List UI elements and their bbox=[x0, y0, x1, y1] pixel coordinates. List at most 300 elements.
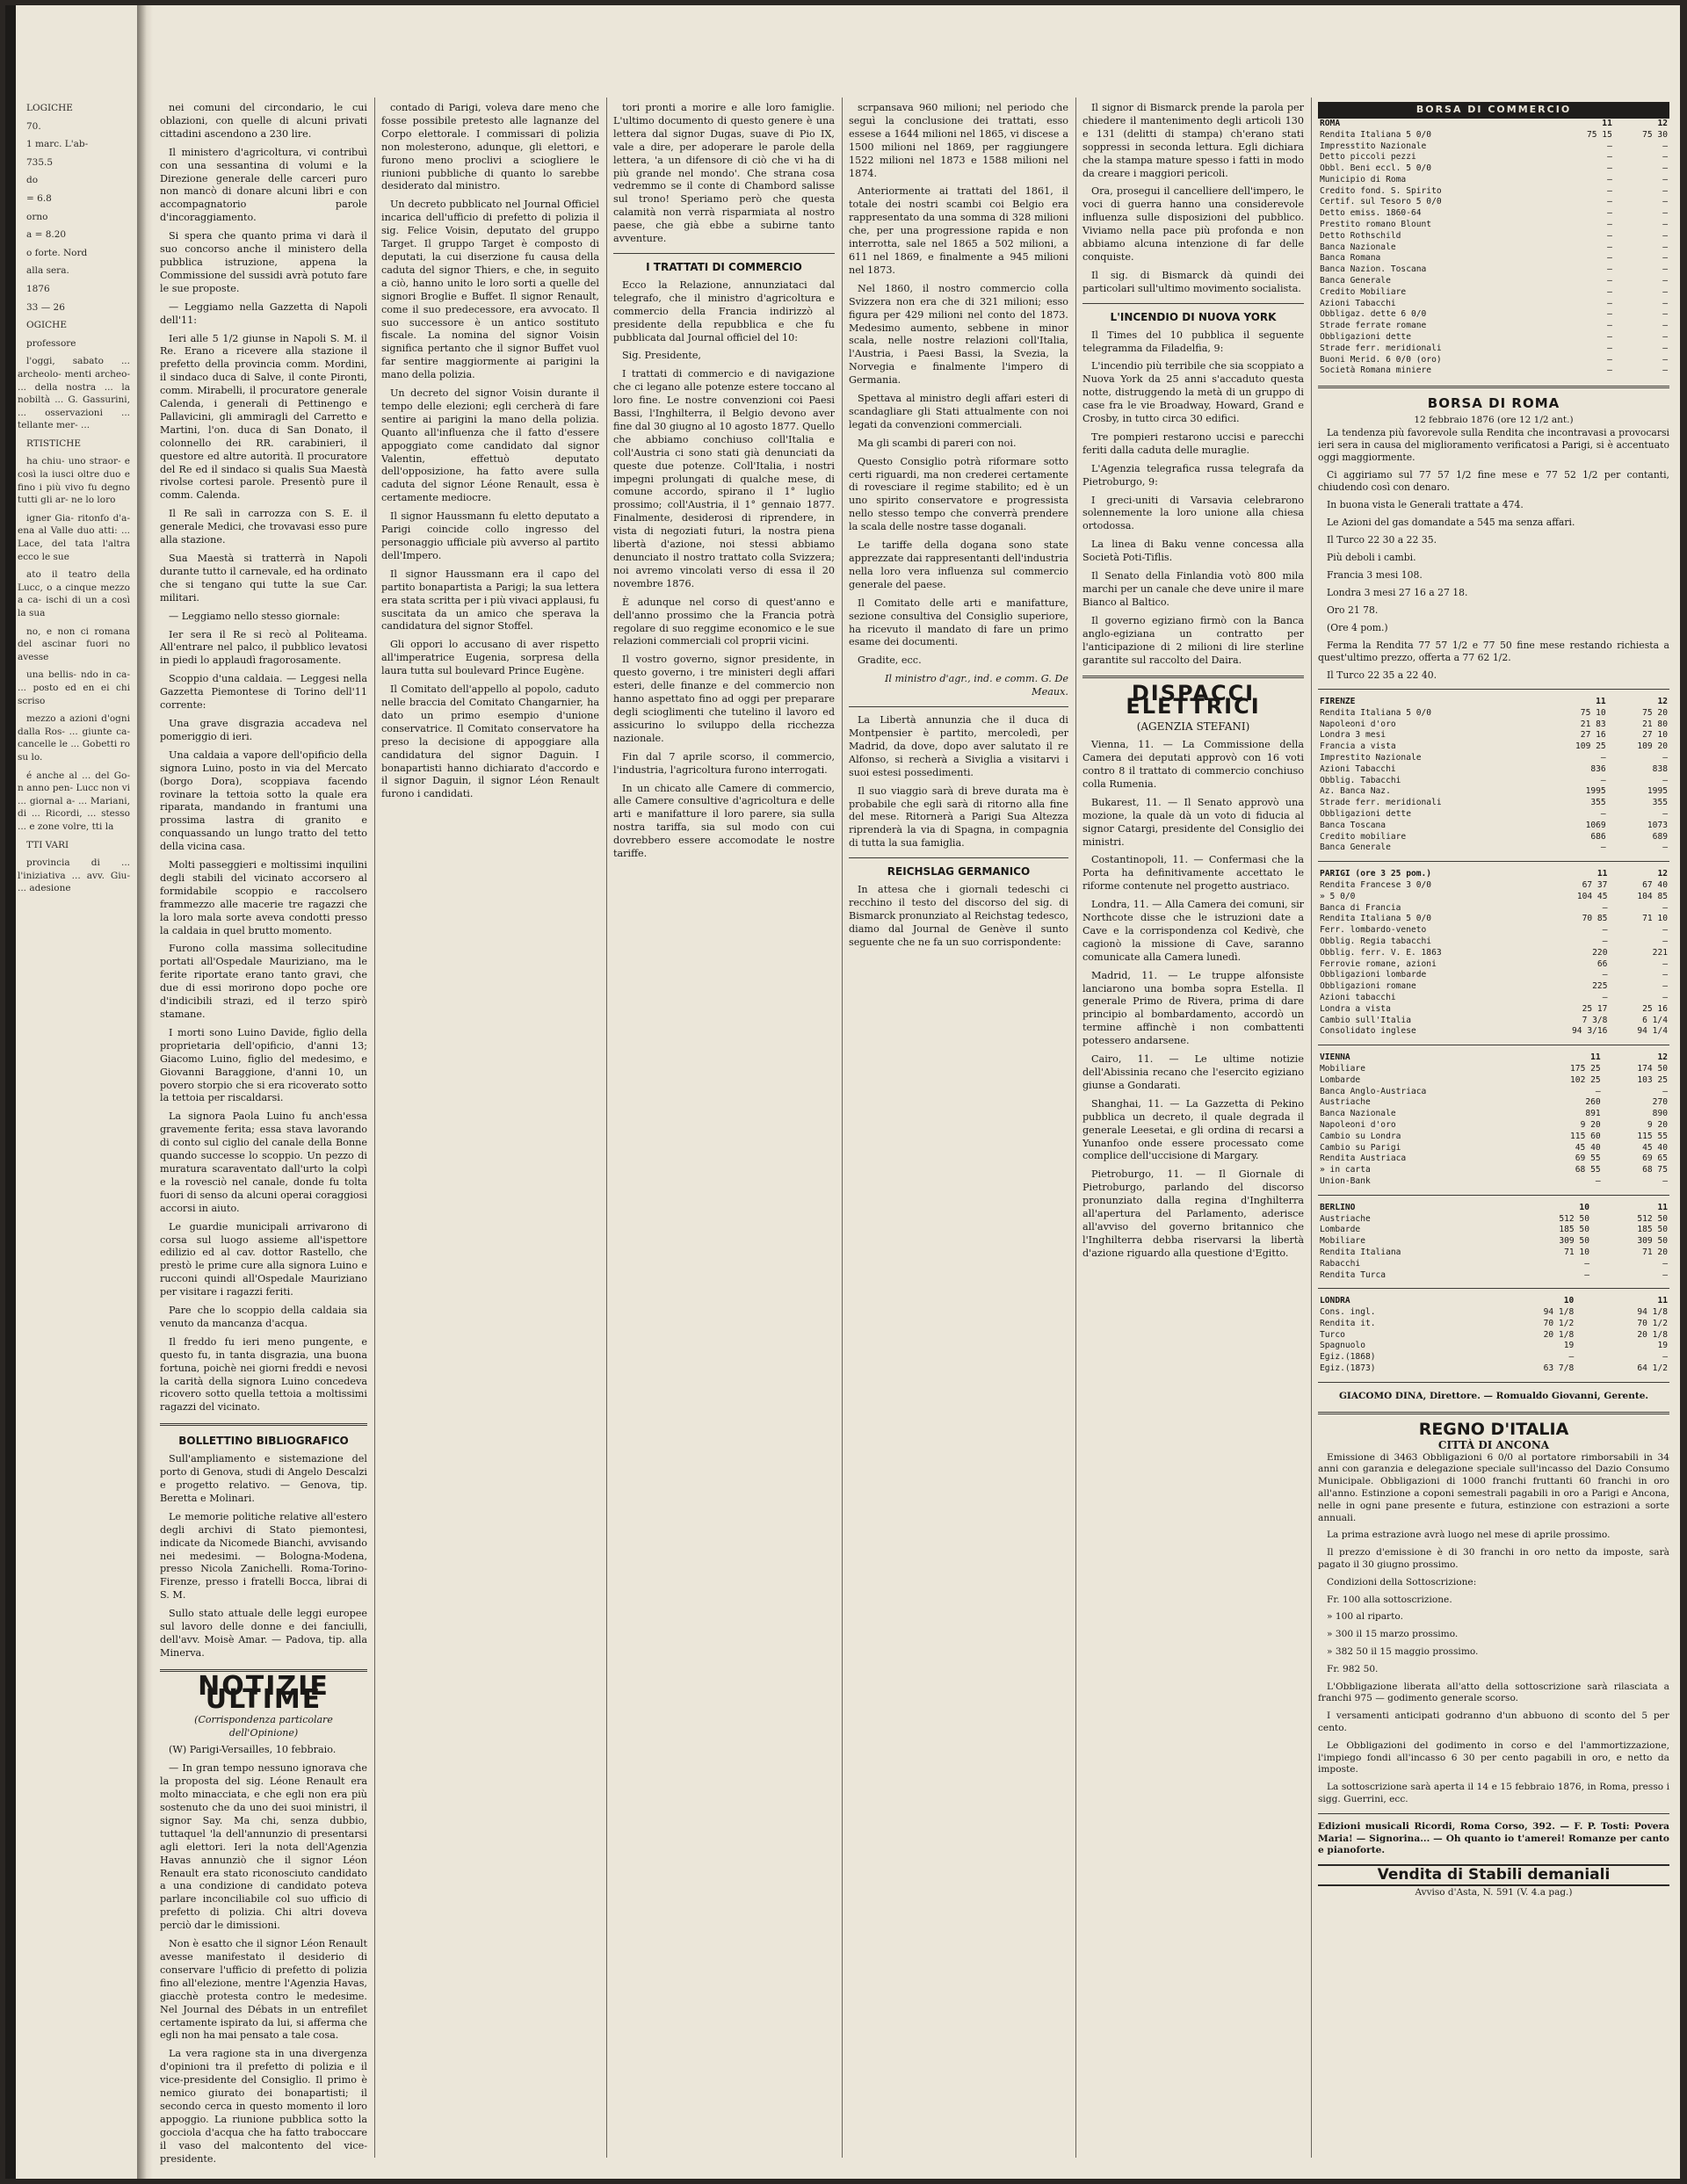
table-header-cell: PARIGI (ore 3 25 pom.) bbox=[1320, 869, 1432, 879]
paragraph: Gradite, ecc. bbox=[858, 654, 922, 667]
table-cell: 75 10 bbox=[1580, 707, 1606, 718]
table-cell: Egiz.(1868) bbox=[1320, 1352, 1376, 1363]
borsa-roma-date: 12 febbraio 1876 (ore 12 1/2 ant.) bbox=[1414, 415, 1574, 426]
paragraph: Gli oppori lo accusano di aver rispetto all'imperatrice Eugenia, sorpresa della laura tutta sul boulevard Prince Eugène. bbox=[381, 639, 599, 677]
berlino-quotes-table bbox=[1318, 1203, 1669, 1282]
paragraph: » 300 il 15 marzo prossimo. bbox=[1327, 1629, 1459, 1640]
paragraph: a = 8.20 bbox=[26, 229, 67, 241]
table-row bbox=[1318, 809, 1669, 821]
table-cell: — bbox=[1662, 809, 1668, 820]
dispacci-heading: DISPACCI ELETTRICI bbox=[1126, 681, 1261, 720]
table-cell: 25 17 bbox=[1582, 1003, 1608, 1014]
table-cell: 75 15 bbox=[1586, 129, 1612, 140]
table-cell: Certif. sul Tesoro 5 0/0 bbox=[1320, 197, 1442, 207]
column-rule bbox=[606, 98, 607, 2158]
notizie-paragraphs bbox=[160, 1744, 367, 2166]
regno-paragraphs bbox=[1318, 1452, 1669, 1806]
table-row bbox=[1318, 776, 1669, 787]
table-row bbox=[1318, 1016, 1669, 1027]
paragraph: professore bbox=[26, 337, 76, 349]
table-cell: — bbox=[1662, 365, 1668, 376]
table-row bbox=[1318, 753, 1669, 764]
paragraph: Le tariffe della dogana sono state apprezzate dai rappresentanti dell'industria nella loro vera influenza sul commercio generale del paese. bbox=[849, 539, 1068, 590]
paragraph: TTI VARI bbox=[26, 839, 69, 850]
table-row bbox=[1318, 1270, 1669, 1282]
table-cell: — bbox=[1584, 1258, 1589, 1269]
table-cell: — bbox=[1600, 775, 1606, 785]
trattati-heading: I TRATTATI DI COMMERCIO bbox=[646, 260, 802, 273]
table-cell: Detto Rothschild bbox=[1320, 230, 1401, 241]
table-cell: 6 1/4 bbox=[1642, 1015, 1668, 1025]
table-cell: 94 3/16 bbox=[1572, 1026, 1608, 1037]
dispacci-subheading: (AGENZIA STEFANI) bbox=[1136, 720, 1250, 734]
table-row bbox=[1318, 843, 1669, 854]
paragraph: Ora, prosegui il cancelliere dell'impero, le voci di guerra hanno una considerevole influenza sulle disposizioni del pubblico. Viviamo nella pace più profonda e non abbiamo alcuna intenzione di far delle conquiste. bbox=[1082, 185, 1304, 263]
table-cell: Buoni Merid. 6 0/0 (oro) bbox=[1320, 354, 1442, 365]
table-row bbox=[1318, 741, 1669, 753]
table-cell: Strade ferr. meridionali bbox=[1320, 798, 1442, 808]
table-cell: Ferrovie romane, azioni bbox=[1320, 958, 1437, 969]
table-cell: 75 20 bbox=[1642, 707, 1668, 718]
table-row bbox=[1318, 1176, 1669, 1188]
paragraph: Il Senato della Finlandia votò 800 mila marchi per un canale che deve unire il mare Bianco al Baltico. bbox=[1082, 570, 1304, 608]
table-cell: 1069 bbox=[1585, 820, 1606, 830]
gerente-line: GIACOMO DINA, Direttore. — Romualdo Giovanni, Gerente. bbox=[1338, 1390, 1649, 1401]
table-cell: Egiz.(1873) bbox=[1320, 1363, 1376, 1374]
table-cell: — bbox=[1662, 1086, 1668, 1096]
table-cell: Napoleoni d'oro bbox=[1320, 719, 1396, 729]
table-cell: 21 83 bbox=[1580, 719, 1606, 729]
column-rule bbox=[842, 98, 843, 2158]
table-cell: Austriache bbox=[1320, 1097, 1371, 1108]
table-row bbox=[1318, 197, 1669, 208]
table-cell: — bbox=[1607, 332, 1612, 343]
table-header-cell: FIRENZE bbox=[1320, 697, 1356, 707]
table-cell: 104 85 bbox=[1637, 891, 1668, 901]
table-cell: — bbox=[1662, 843, 1668, 853]
table-cell: 9 20 bbox=[1647, 1119, 1668, 1130]
table-row bbox=[1318, 1109, 1669, 1120]
table-row bbox=[1318, 130, 1669, 141]
paragraph: tori pronti a morire e alle loro famiglie. L'ultimo documento di questo genere è una lettera dal signor Dugas, suave di Pio IX, vale a dire, per adoperare le parole della lettera, 'a un difensore di ciò che vi ha di più grande nel mondo'. Che strana cosa vedremmo se il conte di Chambord salisse sul trono! Speriamo però che questa calamità non verrà risparmiata al nostro paese, che già ebbe a subirne tanto avventure. bbox=[613, 102, 835, 245]
table-row bbox=[1318, 821, 1669, 832]
table-cell: Banca Generale bbox=[1320, 843, 1391, 853]
table-cell: 175 25 bbox=[1570, 1063, 1601, 1074]
table-row bbox=[1318, 163, 1669, 175]
table-cell: 1073 bbox=[1647, 820, 1668, 830]
firenze-quotes-table bbox=[1318, 697, 1669, 854]
table-cell: Strade ferr. meridionali bbox=[1320, 343, 1442, 353]
table-cell: — bbox=[1662, 958, 1668, 969]
paragraph: La prima estrazione avrà luogo nel mese di aprile prossimo. bbox=[1327, 1530, 1611, 1541]
paragraph: Ecco la Relazione, annunziataci dal telegrafo, che il ministro d'agricoltura e commercio della Francia indirizzò al presidente della repubblica e che fu pubblicata dal Journal officiel del 10: bbox=[613, 278, 835, 344]
table-cell: Rendita Turca bbox=[1320, 1269, 1387, 1280]
paragraph: Fr. 982 50. bbox=[1327, 1663, 1379, 1674]
table-cell: Banca Anglo-Austriaca bbox=[1320, 1086, 1427, 1096]
table-cell: Mobiliare bbox=[1320, 1063, 1365, 1074]
table-cell: — bbox=[1662, 276, 1668, 286]
table-cell: — bbox=[1662, 163, 1668, 174]
table-cell: — bbox=[1607, 298, 1612, 308]
table-cell: Ferr. lombardo-veneto bbox=[1320, 925, 1427, 936]
column-rule bbox=[374, 98, 375, 2158]
table-cell: 890 bbox=[1652, 1109, 1668, 1119]
table-cell: — bbox=[1602, 992, 1608, 1002]
table-row bbox=[1318, 1225, 1669, 1236]
paragraph: La tendenza più favorevole sulla Rendita che incontravasi a provocarsi ieri sera in causa del miglioramento verificatosi a Parigi, si è accentuato oggi maggiormente. bbox=[1318, 427, 1669, 464]
column-6-paragraphs bbox=[1082, 102, 1304, 296]
table-cell: 102 25 bbox=[1570, 1074, 1601, 1085]
paragraph: Il ministero d'agricoltura, vi contribuì con una sessantina di volumi e la Direzione generale delle carceri puro non mancò di donare alcuni libri e con accompagnatorio parole d'incoraggiamento. bbox=[160, 146, 367, 224]
table-cell: — bbox=[1662, 753, 1668, 763]
table-cell: — bbox=[1607, 185, 1612, 196]
table-cell: Obbligazioni dette bbox=[1320, 332, 1411, 343]
table-cell: 270 bbox=[1652, 1097, 1668, 1108]
paragraph: Una grave disgrazia accadeva nel pomeriggio di ieri. bbox=[160, 717, 367, 742]
bollettino-entries bbox=[160, 1453, 367, 1660]
roma-quotes-table bbox=[1318, 119, 1669, 377]
table-cell: Spagnuolo bbox=[1320, 1341, 1365, 1351]
table-cell: 838 bbox=[1652, 763, 1668, 774]
paragraph: OGICHE bbox=[26, 320, 67, 331]
table-cell: — bbox=[1607, 141, 1612, 151]
table-cell: Credito Mobiliare bbox=[1320, 286, 1407, 297]
paragraph: Madrid, 11. — Le truppe alfonsiste lanciarono una bomba sopra Estella. Il generale Primo de Rivera, prima di dare principio al bombardamento, accordò un termine affinchè i non combattenti potessero andarsene. bbox=[1082, 969, 1304, 1047]
table-cell: Londra a vista bbox=[1320, 1003, 1391, 1014]
table-cell: 355 bbox=[1590, 798, 1606, 808]
paragraph: Non è esatto che il signor Léon Renault avesse manifestato il desiderio di conservare l'ufficio di prefetto di polizia fino all'elezione, mentre l'Agenzia Havas, giacchè protesta contro le medesime. Nel Journal des Débats in un entrefilet certamente ispirato da lui, si afferma che egli non ha mai pensato a tale cosa. bbox=[160, 1938, 367, 2042]
table-row bbox=[1318, 708, 1669, 720]
table-cell: 260 bbox=[1585, 1097, 1601, 1108]
table-cell: 21 80 bbox=[1642, 719, 1668, 729]
table-row bbox=[1318, 1214, 1669, 1226]
table-cell: Prestito romano Blount bbox=[1320, 220, 1432, 230]
binding-edge bbox=[5, 5, 16, 2179]
table-cell: Cons. ingl. bbox=[1320, 1307, 1376, 1318]
table-cell: — bbox=[1568, 1352, 1575, 1363]
column-7-finance bbox=[1318, 102, 1669, 2158]
paragraph: » 100 al riparto. bbox=[1327, 1611, 1403, 1623]
table-row bbox=[1318, 1026, 1669, 1038]
paragraph: Nel 1860, il nostro commercio colla Svizzera non era che di 321 milioni; esso figura per 429 milioni nel conto del 1873. Medesimo aumento, sebbene in minor scala, nelle nostre relazioni coll'Italia, l'Austria, i Paesi Bassi, la Svezia, la Norvegia e finalmente l'impero di Germania. bbox=[849, 282, 1068, 387]
paragraph: Fr. 100 alla sottoscrizione. bbox=[1327, 1594, 1452, 1605]
table-cell: — bbox=[1662, 185, 1668, 196]
table-row bbox=[1318, 1097, 1669, 1109]
column-4-top bbox=[613, 102, 835, 246]
table-cell: 185 50 bbox=[1559, 1225, 1589, 1235]
table-header-cell: ROMA bbox=[1320, 118, 1341, 128]
paragraph: Il vostro governo, signor presidente, in questo governo, i tre ministeri degli affari esteri, delle finanze e del commercio non hanno aspettato fino ad oggi per preparare degli scioglimenti che tutelino il lavoro ed assicurino lo sviluppo della ricchezza nazionale. bbox=[613, 654, 835, 744]
table-cell: — bbox=[1600, 753, 1606, 763]
table-cell: 69 55 bbox=[1575, 1153, 1601, 1164]
table-row bbox=[1318, 355, 1669, 366]
table-row bbox=[1318, 925, 1669, 937]
paragraph: Condizioni della Sottoscrizione: bbox=[1327, 1576, 1477, 1587]
vendita-stabili-heading: Vendita di Stabili demaniali bbox=[1318, 1864, 1669, 1886]
table-cell: 69 65 bbox=[1642, 1153, 1668, 1164]
paragraph: Il signor di Bismarck prende la parola per chiedere il mantenimento degli articoli 130 e 131 (delitti di stampa) ch'erano stati soppressi in seconda lettura. Egli dichiara che la stampa mature spesso i fatti in modo da creare i maggiori pericoli. bbox=[1082, 102, 1304, 179]
paragraph: Molti passeggieri e moltissimi inquilini degli stabili del vicinato accorsero al formidabile scoppio e raccolsero frammezzo alle macerie tre ragazzi che la loro mala sorte aveva condotti presso la caldaia in quel brutto momento. bbox=[160, 859, 367, 937]
table-cell: Strade ferrate romane bbox=[1320, 321, 1427, 331]
table-cell: — bbox=[1607, 354, 1612, 365]
paragraph: La Libertà annunzia che il duca di Montpensier è partito, mercoledì, per Madrid, da dove, dopo aver salutato il re Alfonso, si recherà a Siviglia a visitarvi i suoi estesi possedimenti. bbox=[849, 714, 1068, 778]
column-5 bbox=[849, 102, 1068, 2158]
table-cell: 309 50 bbox=[1637, 1236, 1668, 1247]
table-header-cell: 11 bbox=[1590, 1052, 1601, 1063]
table-cell: — bbox=[1607, 309, 1612, 320]
paragraph: Oro 21 78. bbox=[1327, 604, 1379, 617]
table-header-cell: 10 bbox=[1579, 1202, 1589, 1212]
table-row bbox=[1318, 1143, 1669, 1154]
table-row bbox=[1318, 175, 1669, 186]
table-cell: — bbox=[1662, 220, 1668, 230]
table-cell: 174 50 bbox=[1637, 1063, 1668, 1074]
paragraph: Un decreto pubblicato nel Journal Officiel incarica dell'ufficio di prefetto di polizia il sig. Felice Voisin, deputato del gruppo Target. Il gruppo Target è composto di deputati, la cui diserzione fu causa della caduta del signor Thiers, e che, in seguito a ciò, hanno unito le loro sorti a quelle del signori Broglie e Buffet. Il signor Renault, come il suo predecessore, era avvocato. Il suo successore è un antico sostituto fiscale. La nomina del signor Voisin significa pertanto che il signor Buffet vuol far sentire maggiormente ai parigini la mano della polizia. bbox=[381, 199, 599, 381]
paragraph: Londra 3 mesi 27 16 a 27 18. bbox=[1327, 587, 1468, 599]
table-cell: Rendita it. bbox=[1320, 1318, 1376, 1328]
paragraph: Il Turco 22 30 a 22 35. bbox=[1327, 534, 1437, 546]
paragraph: Le Azioni del gas domandate a 545 ma senza affari. bbox=[1327, 517, 1575, 529]
table-cell: — bbox=[1662, 309, 1668, 320]
table-cell: Obblig. Tabacchi bbox=[1320, 775, 1401, 785]
table-cell: Rendita Italiana bbox=[1320, 1247, 1401, 1257]
table-row bbox=[1318, 152, 1669, 163]
paragraph: Anteriormente ai trattati del 1861, il totale dei nostri scambi coi Belgio era rappresentato da una somma di 328 milioni che, per una progressione rapida e non interrotta, sale nel 1865 a 502 milioni, a 611 nel 1869, e finalmente a 945 milioni nel 1873. bbox=[849, 185, 1068, 276]
paragraph: Vienna, 11. — La Commissione della Camera dei deputati approvò con 16 voti contro 8 il trattato di commercio conchiuso colla Rumenia. bbox=[1082, 739, 1304, 790]
table-cell: Turco bbox=[1320, 1329, 1345, 1340]
table-cell: Banca Nazion. Toscana bbox=[1320, 264, 1427, 275]
table-cell: — bbox=[1662, 152, 1668, 163]
paragraph: Emissione di 3463 Obbligazioni 6 0/0 al portatore rimborsabili in 34 anni con garanzia e delegazione speciale sull'incasso del Dazio Consumo Municipale. Obbligazioni di 1000 franchi fruttanti 60 franchi in oro all'anno. Estinzione a coponi semestrali pagabili in oro a Parigi e Ancona, nelle in ogni pane presente e futura, estinzione con estrazioni a sorte annuali. bbox=[1318, 1451, 1669, 1523]
table-cell: Cambio su Parigi bbox=[1320, 1142, 1401, 1153]
table-cell: — bbox=[1662, 992, 1668, 1002]
table-cell: » 5 0/0 bbox=[1320, 891, 1356, 901]
table-cell: — bbox=[1662, 264, 1668, 275]
table-row bbox=[1318, 1352, 1669, 1363]
table-cell: Banca Romana bbox=[1320, 253, 1381, 264]
paragraph: Cairo, 11. — Le ultime notizie dell'Abissinia recano che l'esercito egiziano giunse a Gondarati. bbox=[1082, 1053, 1304, 1091]
paragraph: Sua Maestà si tratterrà in Napoli durante tutto il carnevale, ed ha ordinato che si tengano qui tutte la sue Car. militari. bbox=[160, 553, 367, 604]
paragraph: o forte. Nord bbox=[26, 247, 88, 258]
table-cell: Consolidato inglese bbox=[1320, 1026, 1416, 1037]
table-cell: Credito mobiliare bbox=[1320, 831, 1407, 842]
paragraph: Le guardie municipali arrivarono di corsa sul luogo assieme all'ispettore edilizio ed al cav. dottor Rastello, che prestò le prime cure alla signora Luino e rucconi quindi all'Ospedale Mauriziano per visitare i ragazzi feriti. bbox=[160, 1220, 367, 1298]
paragraph: I trattati di commercio e di navigazione che ci legano alle potenze estere toccano al loro fine. Le nostre convenzioni coi Paesi Bassi, l'Inghilterra, il Belgio devono aver fine dal 30 giugno al 10 agosto 1877. Quello che abbiamo conchiuso coll'Italia e coll'Austria ci sono stati già denunciati da queste due potenze. Coll'Italia, i nostri impegni prolungati di qualche mese, di comune accordo, spirano il 1° luglio prossimo; coll'Austria, il 1° gennaio 1877. Finalmente, desiderosi di riprendere, in vista di negoziati futuri, la nostra piena libertà d'azione, noi stessi abbiamo denunciato il nostro trattato colla Svizzera; noi avremo vincolati verso di essa il 20 novembre 1876. bbox=[613, 368, 835, 589]
paragraph: Il freddo fu ieri meno pungente, e questo fu, in tanta disgrazia, una buona fortuna, poichè nei giorni freddi e nevosi la carità della signora Luino concedeva ricovero sotto quella tettoia a moltissimi ragazzi del vicinato. bbox=[160, 1335, 367, 1414]
table-row bbox=[1318, 242, 1669, 254]
column-rule bbox=[1075, 98, 1076, 2158]
table-cell: Obbl. Beni eccl. 5 0/0 bbox=[1320, 163, 1432, 174]
paragraph: — Leggiamo nella Gazzetta di Napoli dell'11: bbox=[160, 300, 367, 326]
paragraph: orno bbox=[26, 211, 48, 222]
paragraph: » 382 50 il 15 maggio prossimo. bbox=[1327, 1645, 1479, 1657]
reichstag-paragraphs bbox=[849, 884, 1068, 950]
paragraph: I morti sono Luino Davide, figlio della proprietaria dell'opificio, d'anni 13; Giacomo Luino, figlio del medesimo, e Giovanni Baraggione, d'anni 10, un povero storpio che si era ricoverato sotto la tettoia per riscaldarsi. bbox=[160, 1026, 367, 1104]
table-row bbox=[1318, 959, 1669, 971]
table-cell: Obblig. Regia tabacchi bbox=[1320, 936, 1432, 946]
table-cell: Azioni tabacchi bbox=[1320, 992, 1396, 1002]
table-cell: Obblig. ferr. V. E. 1863 bbox=[1320, 947, 1442, 958]
table-row bbox=[1318, 231, 1669, 242]
table-cell: 104 45 bbox=[1576, 891, 1608, 901]
table-cell: — bbox=[1662, 1269, 1668, 1280]
table-cell: 836 bbox=[1590, 763, 1606, 774]
paragraph: alla sera. bbox=[26, 265, 69, 277]
paragraph: Più deboli i cambi. bbox=[1327, 552, 1416, 564]
page-fold-shadow bbox=[137, 5, 153, 2179]
table-cell: Mobiliare bbox=[1320, 1236, 1365, 1247]
table-row bbox=[1318, 948, 1669, 959]
table-row bbox=[1318, 1247, 1669, 1259]
paragraph: 33 — 26 bbox=[26, 301, 65, 313]
table-header-cell: 12 bbox=[1657, 1052, 1668, 1063]
paragraph: contado di Parigi, voleva dare meno che fosse possibile pretesto alle lagnanze del Corpo elettorale. I commissari di polizia non molesterono, adunque, gli elettori, e furono meno proclivi a sciogliere le riunioni pubbliche di quanto lo sarebbe desiderato dal ministro. bbox=[381, 102, 599, 192]
table-cell: Detto piccoli pezzi bbox=[1320, 152, 1416, 163]
incendio-paragraphs bbox=[1082, 329, 1304, 668]
paragraph: Sullo stato attuale delle leggi europee sul lavoro delle donne e dei fanciulli, dell'avv. Moisè Amar. — Padova, tip. alla Minerva. bbox=[160, 1608, 367, 1659]
table-cell: — bbox=[1607, 197, 1612, 207]
borsa-commercio-heading: BORSA DI COMMERCIO bbox=[1318, 102, 1669, 119]
paragraph: scrpansava 960 milioni; nel periodo che seguì la conclusione dei trattati, esso essese a 1644 milioni nel 1865, vi discese a 1500 milioni nel 1869, per raggiungere 1522 milioni nel 1873 e 1588 milioni nel 1874. bbox=[849, 102, 1068, 179]
table-cell: Austriache bbox=[1320, 1213, 1371, 1224]
table-cell: — bbox=[1602, 970, 1608, 980]
table-row bbox=[1318, 937, 1669, 948]
table-row bbox=[1318, 1064, 1669, 1075]
table-cell: — bbox=[1607, 230, 1612, 241]
paragraph: una bellis- ndo in ca- ... posto ed en ei chi scriso bbox=[18, 669, 130, 706]
table-cell: — bbox=[1662, 354, 1668, 365]
table-cell: 185 50 bbox=[1637, 1225, 1668, 1235]
table-row bbox=[1318, 1236, 1669, 1247]
table-cell: Lombarde bbox=[1320, 1225, 1361, 1235]
stub-column bbox=[18, 102, 130, 2158]
table-cell: 689 bbox=[1652, 831, 1668, 842]
table-row bbox=[1318, 1319, 1669, 1330]
table-row bbox=[1318, 764, 1669, 776]
table-cell: 19 bbox=[1657, 1341, 1668, 1351]
table-cell: 512 50 bbox=[1637, 1213, 1668, 1224]
column-rule bbox=[1311, 98, 1312, 2158]
paragraph: Ferma la Rendita 77 57 1/2 e 77 50 fine mese restando richiesta a quest'ultimo prezzo, offerta a 77 62 1/2. bbox=[1318, 640, 1669, 664]
paragraph: Il signor Haussmann era il capo del partito bonapartista a Parigi; la sua lettera era stata scritta per i più vivaci applausi, fu suscitata da un amico che sperava la candidatura del signor Stoffel. bbox=[381, 568, 599, 633]
table-row bbox=[1318, 344, 1669, 355]
table-cell: Credito fond. S. Spirito bbox=[1320, 185, 1442, 196]
paragraph: Furono colla massima sollecitudine portati all'Ospedale Mauriziano, ma le ferite riportate erano tanto gravi, che due di essi morirono dopo poche ore d'indicibili strazi, ed il terzo spirò stamane. bbox=[160, 943, 367, 1020]
table-row bbox=[1318, 1363, 1669, 1375]
paragraph: In un chicato alle Camere di commercio, alle Camere consultive d'agricoltura e delle arti e manifatture il loro parere, sia sulla nostra tariffa, sia sul modo con cui dovrebbero essere accomodate le nostre tariffe. bbox=[613, 782, 835, 860]
table-row bbox=[1318, 832, 1669, 843]
paragraph: 735.5 bbox=[26, 156, 54, 168]
table-row bbox=[1318, 903, 1669, 915]
column-6 bbox=[1082, 102, 1304, 2158]
paragraph: Tre pompieri restarono uccisi e parecchi feriti dalla caduta delle muraglie. bbox=[1082, 430, 1304, 456]
table-cell: 309 50 bbox=[1559, 1236, 1589, 1247]
table-cell: Azioni Tabacchi bbox=[1320, 298, 1396, 308]
table-cell: 115 60 bbox=[1570, 1131, 1601, 1141]
table-cell: 109 25 bbox=[1575, 741, 1606, 752]
paragraph: I greci-uniti di Varsavia celebrarono solennemente la loro unione alla chiesa ortodossa. bbox=[1082, 494, 1304, 532]
table-cell: Lombarde bbox=[1320, 1074, 1361, 1085]
table-cell: — bbox=[1662, 981, 1668, 992]
table-cell: 7 3/8 bbox=[1582, 1015, 1608, 1025]
paragraph: 1876 bbox=[26, 283, 50, 294]
paragraph: Bukarest, 11. — Il Senato approvò una mozione, la quale dà un voto di fiducia al signor Catargi, presidente del Consiglio dei ministri. bbox=[1082, 796, 1304, 848]
londra-quotes-table bbox=[1318, 1296, 1669, 1375]
table-cell: — bbox=[1662, 286, 1668, 297]
paragraph: È adunque nel corso di quest'anno e dell'anno prossimo che la Francia potrà regolare di suo reggime economico e le sue relazioni commerciali col proprii vicini. bbox=[613, 596, 835, 647]
table-row bbox=[1318, 892, 1669, 903]
paragraph: Il signor Haussmann fu eletto deputato a Parigi coincide collo ingresso del personaggio ufficiale più avverso al partito dell'Impero. bbox=[381, 510, 599, 561]
table-row bbox=[1318, 1165, 1669, 1176]
table-header-cell: 11 bbox=[1596, 869, 1608, 879]
table-cell: 70 1/2 bbox=[1543, 1318, 1575, 1328]
paragraph: Ier sera il Re si recò al Politeama. All'entrare nel palco, il pubblico levatosi in piedi lo applaudì fragorosamente. bbox=[160, 628, 367, 667]
table-cell: 109 20 bbox=[1637, 741, 1668, 752]
paragraph: Sig. Presidente, bbox=[622, 350, 701, 362]
table-cell: — bbox=[1607, 152, 1612, 163]
table-cell: — bbox=[1662, 208, 1668, 219]
paragraph: igner Gia- ritonfo d'a- ena al Valle duo atti: ... Lace, del tata l'altra ecco le sue bbox=[18, 512, 130, 562]
table-cell: 1995 bbox=[1647, 786, 1668, 797]
column-3-paragraphs bbox=[381, 102, 599, 801]
paragraph: Questo Consiglio potrà riformare sotto certi riguardi, ma non crederei certamente di rovesciare il regime stabilito; ed è un uno spirito conservatore e progressista nello stesso tempo che converrà prendere la scala delle nostre tasse doganali. bbox=[849, 455, 1068, 533]
table-cell: Az. Banca Naz. bbox=[1320, 786, 1391, 797]
table-row bbox=[1318, 321, 1669, 332]
paragraph: Si spera che quanto prima vi darà il suo concorso anche il ministero della pubblica istruzione, appena la Commissione del sussidi avrà potuto fare le sue proposte. bbox=[160, 230, 367, 294]
table-row bbox=[1318, 141, 1669, 153]
table-cell: 512 50 bbox=[1559, 1213, 1589, 1224]
paragraph: Londra, 11. — Alla Camera dei comuni, sir Northcote disse che le istruzioni date a Cave e la corrispondenza col Kedivè, che cagionò la missione di Cave, saranno comunicate alla Camera lunedì. bbox=[1082, 899, 1304, 963]
paragraph: La vera ragione sta in una divergenza d'opinioni tra il prefetto di polizia e il vice-presidente del Consiglio. Il primo è nemico giurato dei bonapartisti; il secondo cerca in questo momento il loro appoggio. La riunione pubblica sotto la gocciola d'acqua che ha fatto traboccare il vaso del malcontento del vice-presidente. bbox=[160, 2048, 367, 2165]
paragraph: Una caldaia a vapore dell'opificio della signora Luino, posto in via del Mercato (borgo Dora), scoppiava facendo rovinare la tettoia sotto la quale era riparata, mandando in frantumi una prossima lastra di granito e conquassando un lungo tratto del tetto della vicina casa. bbox=[160, 748, 367, 853]
table-cell: — bbox=[1662, 970, 1668, 980]
table-row bbox=[1318, 798, 1669, 809]
table-cell: — bbox=[1607, 321, 1612, 331]
column-5-paragraphs bbox=[849, 102, 1068, 668]
table-header-cell: 12 bbox=[1657, 118, 1668, 128]
vienna-quotes-table bbox=[1318, 1052, 1669, 1188]
table-cell: — bbox=[1607, 343, 1612, 353]
paragraph: Sull'ampliamento e sistemazione del porto di Genova, studi di Angelo Descalzi e progetto relativo. — Genova, tip. Beretta e Molinari. bbox=[160, 1453, 367, 1504]
table-cell: — bbox=[1595, 1086, 1601, 1096]
paragraph: Il Comitato dell'appello al popolo, caduto nelle braccia del Comitato Changarnier, ha dato un primo esempio d'unione conservatrice. Il Comitato conservatore ha preso la decisione di appoggiare alla candidatura del signor Daguin. I bonapartisti hanno dichiarato d'accordo e il signor Daguin, il signor Léon Renault furono i candidati. bbox=[381, 683, 599, 800]
paragraph: — In gran tempo nessuno ignorava che la proposta del sig. Léone Renault era molto minacciata, e che egli non era più sostenuto che da uno dei suoi ministri, il signor Say. Ma chi, senza dubbio, tuttaquel 'la dell'annunzio di presentarsi agli elettori. Ieri la nota dell'Agenzia Havas annunziò che il signor Léon Renault era stato riconosciuto candidato a una condizione di candidato poteva parlare inconciliabile col suo ufficio di prefetto di polizia. Chi altri doveva perciò dar le dimissioni. bbox=[160, 1762, 367, 1932]
table-row bbox=[1318, 253, 1669, 264]
table-header-cell: 12 bbox=[1657, 869, 1668, 879]
table-cell: 71 20 bbox=[1642, 1247, 1668, 1257]
vendita-subheading: Avviso d'Asta, N. 591 (V. 4.a pag.) bbox=[1415, 1887, 1573, 1898]
table-cell: 64 1/2 bbox=[1637, 1363, 1668, 1374]
table-cell: Rendita Italiana 5 0/0 bbox=[1320, 914, 1432, 924]
paragraph: Pietroburgo, 11. — Il Giornale di Pietroburgo, parlando del discorso pronunziato dalla regina d'Inghilterra all'apertura del Parlamento, aderisce all'avviso del governo britannico che l'Inghilterra debba riservarsi la libertà d'azione riguardo alla questione d'Egitto. bbox=[1082, 1168, 1304, 1259]
table-cell: Banca Nazionale bbox=[1320, 242, 1396, 252]
column-3 bbox=[381, 102, 599, 2158]
table-cell: — bbox=[1662, 298, 1668, 308]
table-cell: Obbligaz. dette 6 0/0 bbox=[1320, 309, 1427, 320]
table-cell: — bbox=[1662, 174, 1668, 184]
table-cell: » in carta bbox=[1320, 1165, 1371, 1175]
paragraph: ha chiu- uno straor- e così la iusci oltre duo e fino i più vivo fu degno tutti gli ar- ne lo loro bbox=[18, 456, 130, 506]
regno-italia-heading: REGNO D'ITALIA bbox=[1418, 1419, 1569, 1439]
table-cell: Rendita Austriaca bbox=[1320, 1153, 1407, 1164]
table-cell: 9 20 bbox=[1580, 1119, 1601, 1130]
table-cell: — bbox=[1607, 174, 1612, 184]
table-row bbox=[1318, 287, 1669, 299]
table-cell: Obbligazioni dette bbox=[1320, 809, 1411, 820]
table-cell: — bbox=[1662, 1175, 1668, 1186]
borsa-roma-heading: BORSA DI ROMA bbox=[1427, 395, 1560, 412]
table-cell: — bbox=[1662, 925, 1668, 936]
